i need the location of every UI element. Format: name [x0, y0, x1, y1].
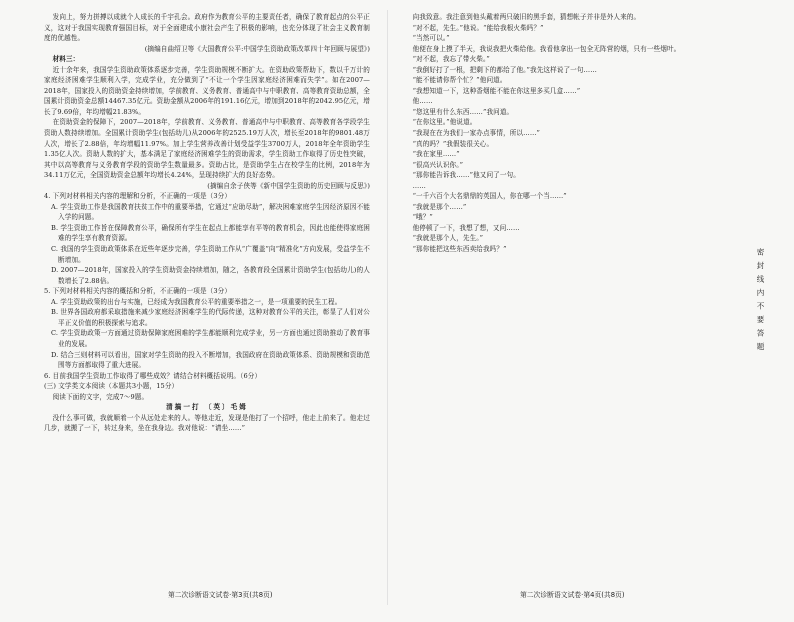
story-paragraph: 他便在身上摸了半天，我说我把火柴给他。我看他拿出一包全无阵营的烟，只有一些烟叶。: [412, 44, 681, 53]
passage-paragraph: 在资助资金的保障下，2007—2018年，学前教育、义务教育、普通高中与中职教育、高等教育各学段学生资助人数持续增加。全国累计资助学生(包括幼儿)从2006年的2525.19万人次，增长至2018年的9801.48万人次，增长了2.88倍，年均增幅11.97%。加上学生营养改善计划受益学生3700万人，2018年全年资助学生1.35亿人次。资助人数的扩大，基本满足了家庭经济困难学生的资助需求，学生资助工作取得了历史性突破，其中以高等教育与义务教育学段的资助学生数量最多。资助占比，是资助学生占在校学生的比例，2018年为34.11万亿元，全国资助资金总额年均增长4.24%，呈现持续扩大的良好态势。: [44, 118, 370, 180]
story-dialogue: “我倒好打了一根，把剩下的都给了他。”我先这样说了一句……: [412, 65, 597, 74]
question-4-option-b: B. 学生资助工作旨在保障教育公平，确保所有学生在起点上都能享有平等的教育机会，因此也能使得家庭困难的学生享有教育资源。: [51, 223, 370, 243]
story-dialogue: “那你能把这些东西卖给我吗？”: [412, 245, 507, 254]
story-dialogue: “一千六百个大名鼎鼎的英国人，你在哪一个当……”: [412, 192, 567, 201]
material-heading: 材料三：: [52, 55, 80, 64]
left-page-column: [44, 12, 370, 434]
story-dialogue: “对不起，我忘了带火柴。”: [412, 55, 490, 64]
passage-paragraph: 近十余年来，我国学生资助政策体系逐步完善，学生资助规模不断扩大。在资助政策帮助下，数以千万计的家庭经济困难学生顺利入学，完成学业，充分做到了“不让一个学生因家庭经济困难而失学”。如在2007—2018年，国家投入的资助资金持续增加，学前教育、义务教育、普通高中与中职教育、高等教育资助总额，全国累计资助资金总额14467.35亿元。资助金额从2006年的191.16亿元，增加到2018年的2042.95亿元，增长了9.69倍，年均增幅21.83%。: [44, 65, 370, 116]
page-footer-right: 第二次诊断语文试卷·第4页(共8页): [520, 591, 625, 599]
section-instruction: 阅读下面的文字，完成7～9题。: [52, 392, 149, 401]
question-5-option-a: A. 学生资助政策的出台与实施，已经成为我国教育公平的重要举措之一，是一项重要的民生工程。: [51, 297, 342, 306]
story-paragraph: 他……: [412, 97, 433, 106]
question-6: 6. 目前我国学生资助工作取得了哪些成效？请结合材料概括说明。（6分）: [44, 371, 262, 380]
story-paragraph: 向我致意。我注意到他头戴着两只破旧的黑手套，猜想帐子并非是外人来的。: [412, 13, 641, 21]
story-dialogue: “我就是那个……”: [412, 202, 467, 211]
story-paragraph: 没什么事可做，我就顺着一个从远处走来的人。等他走近，发现是他打了一个招呼，他走上前来了。他走过几步，就搬了一下，转过身来，坐在我身边。我对他说：“请坐……”: [44, 413, 370, 433]
story-dialogue: “那你能告诉我……”他又问了一句。: [412, 171, 520, 180]
story-dialogue: “我现在在为我们一家办点事情，所以……”: [412, 129, 541, 138]
question-4: 4. 下列对材料相关内容的理解和分析，不正确的一项是（3分）: [44, 192, 232, 201]
passage-paragraph: 发向上，努力拼搏以成就个人成长的千宇孔会。政府作为教育公平的主要责任者，确保了教育起点的公平正义，这对于我国实现教育强国目标，对于全面建成小康社会产生了积极的影响，也充分体现了社会主义教育制度的优越性。: [44, 13, 370, 43]
section-heading: (三) 文学类文本阅读（本题共3小题，15分）: [44, 382, 179, 391]
story-dialogue: “能不能请你帮个忙？”他问道。: [412, 76, 507, 85]
question-4-option-c: C. 我国的学生资助政策体系在近些年逐步完善，学生资助工作从“广覆盖”向“精准化”方向发展，受益学生不断增加。: [51, 245, 370, 264]
question-5-option-b: B. 世界各国政府都采取措施来减少家庭经济困难学生的代际传递，这种对教育公平的关注，彰显了人们对公平正义价值的积极探索与追求。: [51, 308, 370, 327]
source-citation: (摘编自余子侠等《新中国学生资助的历史回顾与反思》): [207, 181, 370, 190]
story-dialogue: “我在家里……”: [412, 150, 460, 159]
story-dialogue: “在你这里。”他说道。: [412, 118, 477, 127]
story-dialogue: “哦？”: [412, 213, 433, 222]
question-5: 5. 下列对材料相关内容的概括和分析，不正确的一项是（3分）: [44, 287, 232, 296]
story-title: 清搞一打 〔英〕毛姆: [166, 403, 248, 412]
source-citation: (摘编自曲绍卫等《大国教育公平:中国学生资助政策改革四十年回顾与展望》): [144, 44, 370, 53]
story-dialogue: “我就是那个人，先生。”: [412, 234, 484, 243]
story-dialogue: “我想知道一下，这种香烟能不能在你这里多买几盒……”: [412, 86, 581, 95]
question-5-option-d: D. 结合三则材料可以看出，国家对学生资助的投入不断增加，我国政府在资助政策体系、资助规模和资助范围等方面都取得了重大进展。: [51, 350, 370, 370]
story-dialogue: “您这里有什么东西……”我问道。: [412, 107, 514, 116]
page-gutter: [387, 10, 388, 605]
question-5-option-c: C. 学生资助政策一方面通过资助保障家庭困难的学生都能顺利完成学业，另一方面也通过资助推动了教育事业的发展。: [51, 329, 370, 348]
story-paragraph: ……: [412, 181, 426, 190]
story-paragraph: 他停顿了一下，我想了想，又问……: [412, 223, 520, 232]
story-dialogue: “当然可以。”: [412, 34, 450, 43]
question-4-option-d: D. 2007—2018年，国家投入的学生资助资金持续增加，随之，各教育段全国累计资助学生(包括幼儿)的人数增长了2.88倍。: [51, 266, 370, 285]
story-dialogue: “很高兴认识你。”: [412, 160, 464, 169]
seal-line-notice: 密封线内不要答题: [756, 248, 765, 356]
right-page-column: [404, 12, 726, 255]
story-dialogue: “真的吗？”我假装很关心。: [412, 139, 494, 148]
question-4-option-a: A. 学生资助工作是我国教育扶贫工作中的重要举措，它通过“应助尽助”，解决困难家庭学生因经济原因不能入学的问题。: [51, 202, 370, 222]
page-footer-left: 第二次诊断语文试卷·第3页(共8页): [168, 591, 273, 599]
story-dialogue: “对不起，先生。”他说。“能给我根火柴吗？”: [412, 23, 544, 32]
